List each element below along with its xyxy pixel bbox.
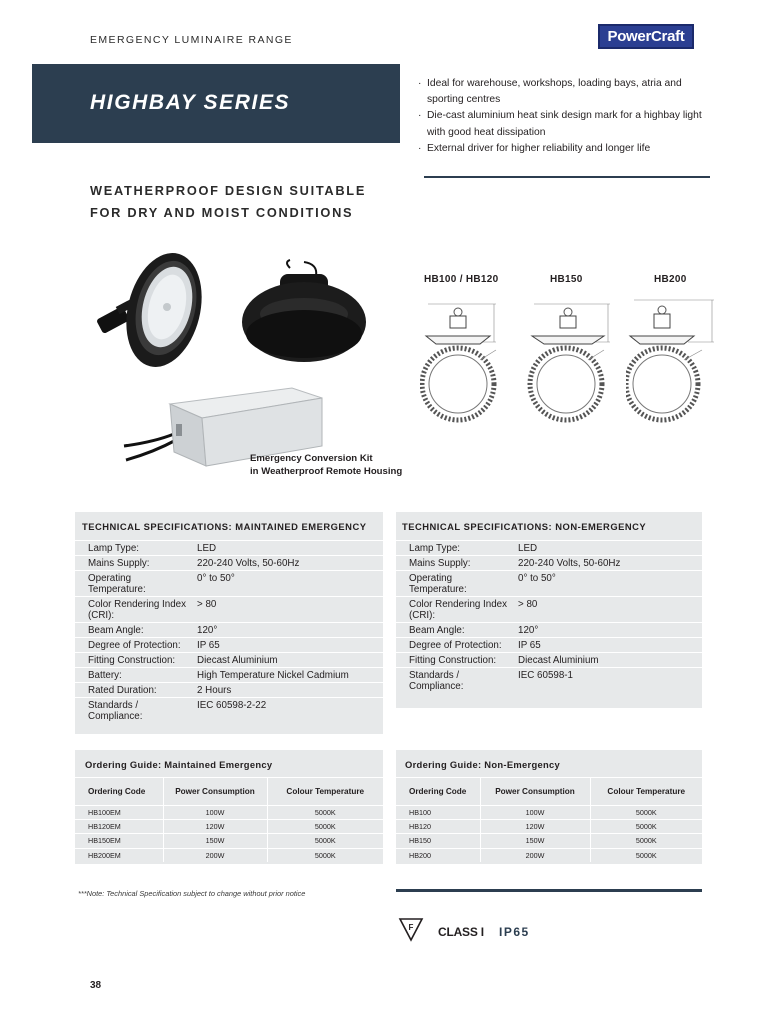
spec-non-title: TECHNICAL SPECIFICATIONS: NON-EMERGENCY <box>402 521 647 532</box>
spec-row: Mains Supply: 220-240 Volts, 50-60Hz <box>75 556 383 571</box>
column-header: Colour Temperature <box>590 778 702 806</box>
column-header: Colour Temperature <box>267 778 383 806</box>
column-header: Power Consumption <box>480 778 590 806</box>
spec-row: Degree of Protection: IP 65 <box>396 638 702 653</box>
spec-row: Lamp Type: LED <box>75 541 383 556</box>
page-number: 38 <box>90 980 102 991</box>
svg-text:F: F <box>408 923 414 932</box>
spec-row: Fitting Construction: Diecast Aluminium <box>75 653 383 668</box>
section-subtitle: WEATHERPROOF DESIGN SUITABLE FOR DRY AND MOIST CONDITIONS <box>90 183 367 220</box>
table-row: HB100 100W 5000K <box>396 806 702 820</box>
hero-title: HIGHBAY SERIES <box>90 91 291 114</box>
model-label: HB200 <box>654 274 687 285</box>
column-header: Power Consumption <box>163 778 267 806</box>
model-label: HB150 <box>550 274 583 285</box>
spec-row: Mains Supply: 220-240 Volts, 50-60Hz <box>396 556 702 571</box>
feature-list <box>418 76 718 157</box>
ip-rating-label: IP65 <box>499 925 530 939</box>
column-header: Ordering Code <box>75 778 163 806</box>
spec-row: Standards / Compliance: IEC 60598-2-22 <box>75 698 383 724</box>
disclaimer-note: ***Note: Technical Specification subject to change without prior notice <box>78 889 306 898</box>
column-header: Ordering Code <box>396 778 480 806</box>
spec-maintained-table <box>75 540 383 723</box>
divider <box>396 889 702 892</box>
spec-row: Lamp Type: LED <box>396 541 702 556</box>
f-mark-triangle-icon <box>398 916 424 942</box>
spec-non-table <box>396 540 702 693</box>
feature-item: · Die-cast aluminium heat sink design mark for a highbay light with good heat dissipation <box>418 110 702 138</box>
order-maintained-title: Ordering Guide: Maintained Emergency <box>85 759 273 770</box>
table-row: HB120EM 120W 5000K <box>75 820 383 834</box>
spec-row: Rated Duration: 2 Hours <box>75 683 383 698</box>
table-row: HB100EM 100W 5000K <box>75 806 383 820</box>
spec-row: Battery: High Temperature Nickel Cadmium <box>75 668 383 683</box>
spec-row: Operating Temperature: 0° to 50° <box>75 571 383 597</box>
table-row: HB200 200W 5000K <box>396 848 702 862</box>
spec-row: Beam Angle: 120° <box>75 623 383 638</box>
spec-row: Beam Angle: 120° <box>396 623 702 638</box>
brand-logo: PowerCraft <box>598 24 694 49</box>
spec-row: Degree of Protection: IP 65 <box>75 638 383 653</box>
table-row: HB120 120W 5000K <box>396 820 702 834</box>
kit-caption: Emergency Conversion Kit in Weatherproof Remote Housing <box>250 453 403 477</box>
spec-maintained-title: TECHNICAL SPECIFICATIONS: MAINTAINED EMERGENCY <box>82 521 367 532</box>
spec-row: Operating Temperature: 0° to 50° <box>396 571 702 597</box>
hb150-diagram <box>526 290 616 424</box>
feature-item: · Ideal for warehouse, workshops, loading bays, atria and sporting centres <box>418 78 682 106</box>
table-row: HB150EM 150W 5000K <box>75 834 383 848</box>
spec-row: Standards / Compliance: IEC 60598-1 <box>396 668 702 694</box>
model-label: HB100 / HB120 <box>424 274 499 285</box>
spec-row: Color Rendering Index (CRI): > 80 <box>396 597 702 623</box>
hb100-diagram <box>420 290 510 424</box>
class-label: CLASS I <box>438 925 484 939</box>
spec-row: Color Rendering Index (CRI): > 80 <box>75 597 383 623</box>
table-row: HB150 150W 5000K <box>396 834 702 848</box>
order-maintained-table <box>75 777 383 862</box>
feature-item: · External driver for higher reliability and longer life <box>418 142 651 154</box>
order-non-title: Ordering Guide: Non-Emergency <box>405 759 561 770</box>
range-title: EMERGENCY LUMINAIRE RANGE <box>90 34 293 46</box>
divider <box>424 176 710 178</box>
highbay-side-photo <box>240 258 368 372</box>
highbay-bracket-photo <box>96 250 208 372</box>
order-non-table <box>396 777 702 862</box>
spec-row: Fitting Construction: Diecast Aluminium <box>396 653 702 668</box>
table-row: HB200EM 200W 5000K <box>75 848 383 862</box>
hb200-diagram <box>626 290 718 424</box>
